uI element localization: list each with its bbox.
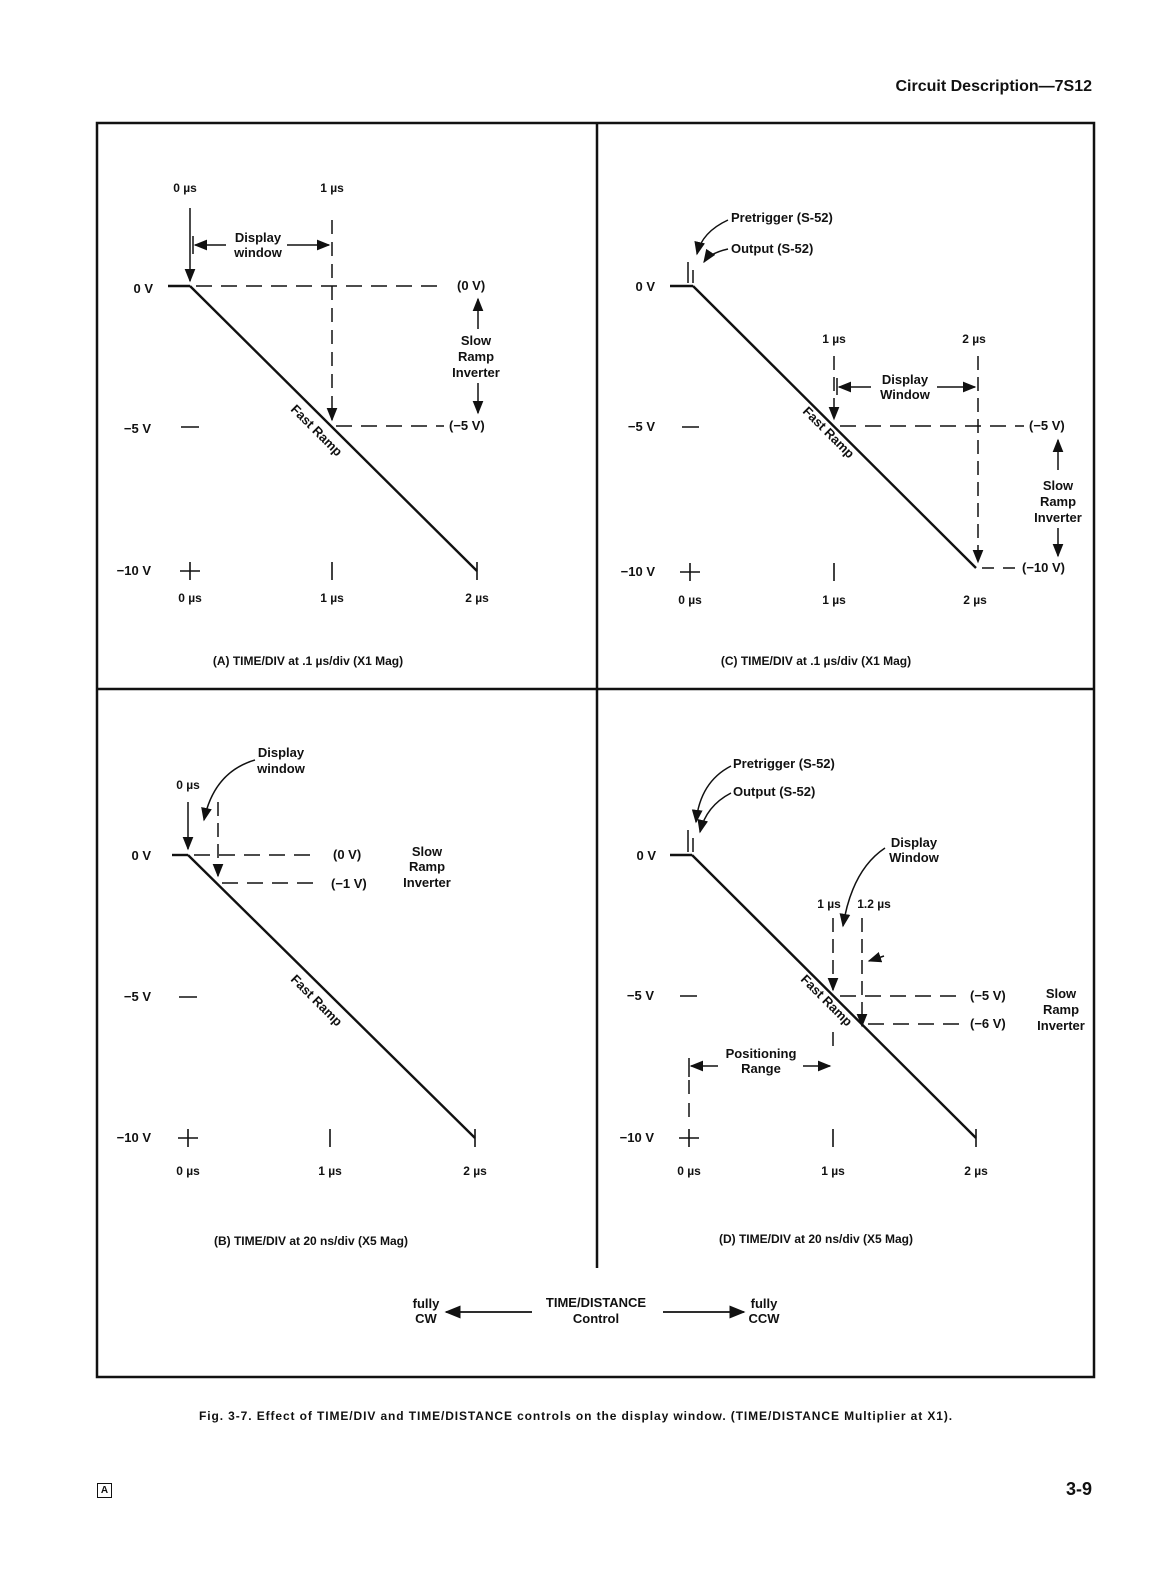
pretrigger-label: Pretrigger (S-52) <box>733 756 835 771</box>
output-label: Output (S-52) <box>731 241 814 256</box>
panel-c <box>621 210 1082 668</box>
pretrigger-callout <box>696 766 731 822</box>
top-label-0us: 0 µs <box>176 778 200 792</box>
display-window-label: Display <box>257 745 305 760</box>
fully-ccw-label: fully <box>750 1296 778 1311</box>
fast-ramp-label: Fast Ramp <box>287 971 346 1030</box>
inverter-label-2: Ramp <box>1042 1002 1080 1017</box>
page-header: Circuit Description—7S12 <box>895 78 1092 95</box>
fast-ramp-label: Fast Ramp <box>797 971 856 1030</box>
revision-mark: A <box>97 1483 112 1498</box>
axis-label-minus-10v: −10 V <box>116 1130 151 1145</box>
display-window-label: Display <box>881 372 929 387</box>
top-label-1us: 1 µs <box>817 897 841 911</box>
axis-label-0v: 0 V <box>133 281 153 296</box>
top-label-0us: 0 µs <box>173 181 197 195</box>
inverter-label-2: Ramp <box>408 859 446 874</box>
top-label-1us: 1 µs <box>822 332 846 346</box>
figure-caption: Fig. 3-7. Effect of TIME/DIV and TIME/DISTANCE controls on the display window. (TIME/DISTANCE Multiplier at X1). <box>199 1409 953 1423</box>
level-label-0v: (0 V) <box>457 278 486 293</box>
control-label-2: Control <box>572 1311 620 1326</box>
display-window-label: Display <box>890 835 938 850</box>
panel-d <box>620 756 1085 1246</box>
level-label-minus-5v: (−5 V) <box>449 418 485 433</box>
panel-a <box>117 181 500 668</box>
display-window-label-2: window <box>234 245 282 260</box>
inverter-label-1: Slow <box>1045 986 1077 1001</box>
axis-label-0v: 0 V <box>635 279 655 294</box>
inverter-label-3: Inverter <box>1034 510 1082 525</box>
fast-ramp-label: Fast Ramp <box>287 401 346 460</box>
x-label-0us: 0 µs <box>677 1164 701 1178</box>
level-label-minus-10v: (−10 V) <box>1022 560 1065 575</box>
figure-frame <box>97 123 1094 1377</box>
top-label-1-2us: 1.2 µs <box>857 897 891 911</box>
display-window-label-2: Window <box>880 387 930 402</box>
axis-label-minus-5v: −5 V <box>627 419 655 434</box>
x-label-0us: 0 µs <box>678 593 702 607</box>
axis-label-minus-5v: −5 V <box>123 421 151 436</box>
page-number: 3-9 <box>1065 1479 1092 1499</box>
fully-ccw-label-2: CCW <box>748 1311 780 1326</box>
display-window-label-2: window <box>257 761 305 776</box>
axis-label-minus-10v: −10 V <box>620 564 655 579</box>
x-label-0us: 0 µs <box>176 1164 200 1178</box>
level-label-minus-5v: (−5 V) <box>1029 418 1065 433</box>
level-label-minus-1v: (−1 V) <box>331 876 367 891</box>
x-label-0us: 0 µs <box>178 591 202 605</box>
top-label-2us: 2 µs <box>962 332 986 346</box>
pretrigger-label: Pretrigger (S-52) <box>731 210 833 225</box>
display-window-label: Display <box>234 230 282 245</box>
inverter-label-3: Inverter <box>452 365 500 380</box>
x-label-1us: 1 µs <box>822 593 846 607</box>
window-callout <box>204 760 255 820</box>
output-callout <box>700 793 731 832</box>
x-label-1us: 1 µs <box>318 1164 342 1178</box>
pointer-arrow <box>869 956 884 961</box>
axis-label-minus-5v: −5 V <box>626 988 654 1003</box>
panel-b <box>117 745 487 1248</box>
x-label-2us: 2 µs <box>964 1164 988 1178</box>
panel-caption: (C) TIME/DIV at .1 µs/div (X1 Mag) <box>720 654 912 668</box>
inverter-label-3: Inverter <box>403 875 451 890</box>
fast-ramp-line <box>190 286 477 571</box>
control-label: TIME/DISTANCE <box>545 1295 647 1310</box>
level-label-0v: (0 V) <box>333 847 362 862</box>
pretrigger-callout <box>697 220 728 254</box>
inverter-label-3: Inverter <box>1037 1018 1085 1033</box>
inverter-label-1: Slow <box>1042 478 1074 493</box>
panel-caption: (A) TIME/DIV at .1 µs/div (X1 Mag) <box>212 654 404 668</box>
top-label-1us: 1 µs <box>320 181 344 195</box>
x-label-2us: 2 µs <box>963 593 987 607</box>
positioning-label: Positioning <box>725 1046 797 1061</box>
inverter-label-1: Slow <box>411 844 443 859</box>
output-label: Output (S-52) <box>733 784 816 799</box>
x-label-2us: 2 µs <box>465 591 489 605</box>
outer-frame <box>97 123 1094 1377</box>
x-label-1us: 1 µs <box>320 591 344 605</box>
x-label-2us: 2 µs <box>463 1164 487 1178</box>
fully-cw-label-2: CW <box>415 1311 437 1326</box>
display-window-label-2: Window <box>889 850 939 865</box>
inverter-label-2: Ramp <box>1039 494 1077 509</box>
x-label-1us: 1 µs <box>821 1164 845 1178</box>
axis-label-minus-5v: −5 V <box>123 989 151 1004</box>
positioning-label-2: Range <box>741 1061 781 1076</box>
inverter-label-1: Slow <box>460 333 492 348</box>
time-distance-control-legend <box>413 1295 781 1326</box>
axis-label-minus-10v: −10 V <box>116 563 151 578</box>
level-label-minus-6v: (−6 V) <box>970 1016 1006 1031</box>
axis-label-0v: 0 V <box>131 848 151 863</box>
axis-label-minus-10v: −10 V <box>619 1130 654 1145</box>
fully-cw-label: fully <box>412 1296 440 1311</box>
panel-caption: (B) TIME/DIV at 20 ns/div (X5 Mag) <box>213 1234 409 1248</box>
inverter-label-2: Ramp <box>457 349 495 364</box>
level-label-minus-5v: (−5 V) <box>970 988 1006 1003</box>
panel-caption: (D) TIME/DIV at 20 ns/div (X5 Mag) <box>718 1232 914 1246</box>
fast-ramp-label: Fast Ramp <box>799 403 858 462</box>
fast-ramp-line <box>188 855 475 1138</box>
output-callout <box>704 249 728 262</box>
window-callout <box>843 848 885 926</box>
axis-label-0v: 0 V <box>636 848 656 863</box>
